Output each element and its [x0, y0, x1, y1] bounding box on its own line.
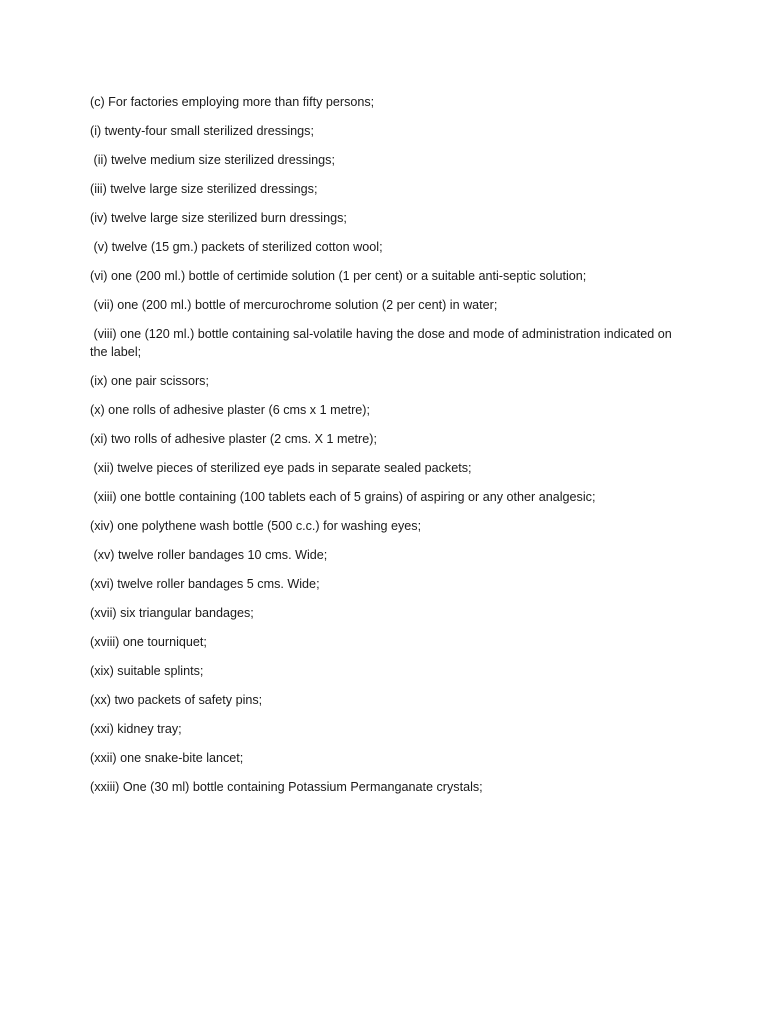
list-item: (ii) twelve medium size sterilized dressings;	[90, 153, 335, 167]
list-item: (xii) twelve pieces of sterilized eye pads in separate sealed packets;	[90, 461, 472, 475]
list-item: (xv) twelve roller bandages 10 cms. Wide;	[90, 548, 328, 562]
list-item: (iii) twelve large size sterilized dressings;	[90, 182, 318, 196]
list-item: (xiv) one polythene wash bottle (500 c.c.) for washing eyes;	[90, 519, 422, 533]
list-item: (xviii) one tourniquet;	[90, 635, 207, 649]
list-item: (ix) one pair scissors;	[90, 374, 209, 388]
list-item: (iv) twelve large size sterilized burn dressings;	[90, 211, 347, 225]
document-body	[90, 93, 678, 807]
list-item: (vi) one (200 ml.) bottle of certimide solution (1 per cent) or a suitable anti-septic solution;	[90, 269, 587, 283]
list-item: (xiii) one bottle containing (100 tablets each of 5 grains) of aspiring or any other analgesic;	[90, 490, 596, 504]
section-heading: (c) For factories employing more than fifty persons;	[90, 95, 375, 109]
list-item: (xvii) six triangular bandages;	[90, 606, 254, 620]
list-item: (vii) one (200 ml.) bottle of mercurochrome solution (2 per cent) in water;	[90, 298, 498, 312]
list-item: (x) one rolls of adhesive plaster (6 cms x 1 metre);	[90, 403, 370, 417]
list-item: (xxii) one snake-bite lancet;	[90, 751, 244, 765]
list-item: (viii) one (120 ml.) bottle containing sal-volatile having the dose and mode of administration indicated on the label;	[90, 327, 676, 359]
list-item: (xix) suitable splints;	[90, 664, 204, 678]
list-item: (xvi) twelve roller bandages 5 cms. Wide;	[90, 577, 320, 591]
list-item: (v) twelve (15 gm.) packets of sterilized cotton wool;	[90, 240, 383, 254]
list-item: (xx) two packets of safety pins;	[90, 693, 263, 707]
list-item: (xxi) kidney tray;	[90, 722, 182, 736]
list-item: (i) twenty-four small sterilized dressings;	[90, 124, 314, 138]
list-item: (xxiii) One (30 ml) bottle containing Potassium Permanganate crystals;	[90, 780, 483, 794]
list-item: (xi) two rolls of adhesive plaster (2 cms. X 1 metre);	[90, 432, 377, 446]
